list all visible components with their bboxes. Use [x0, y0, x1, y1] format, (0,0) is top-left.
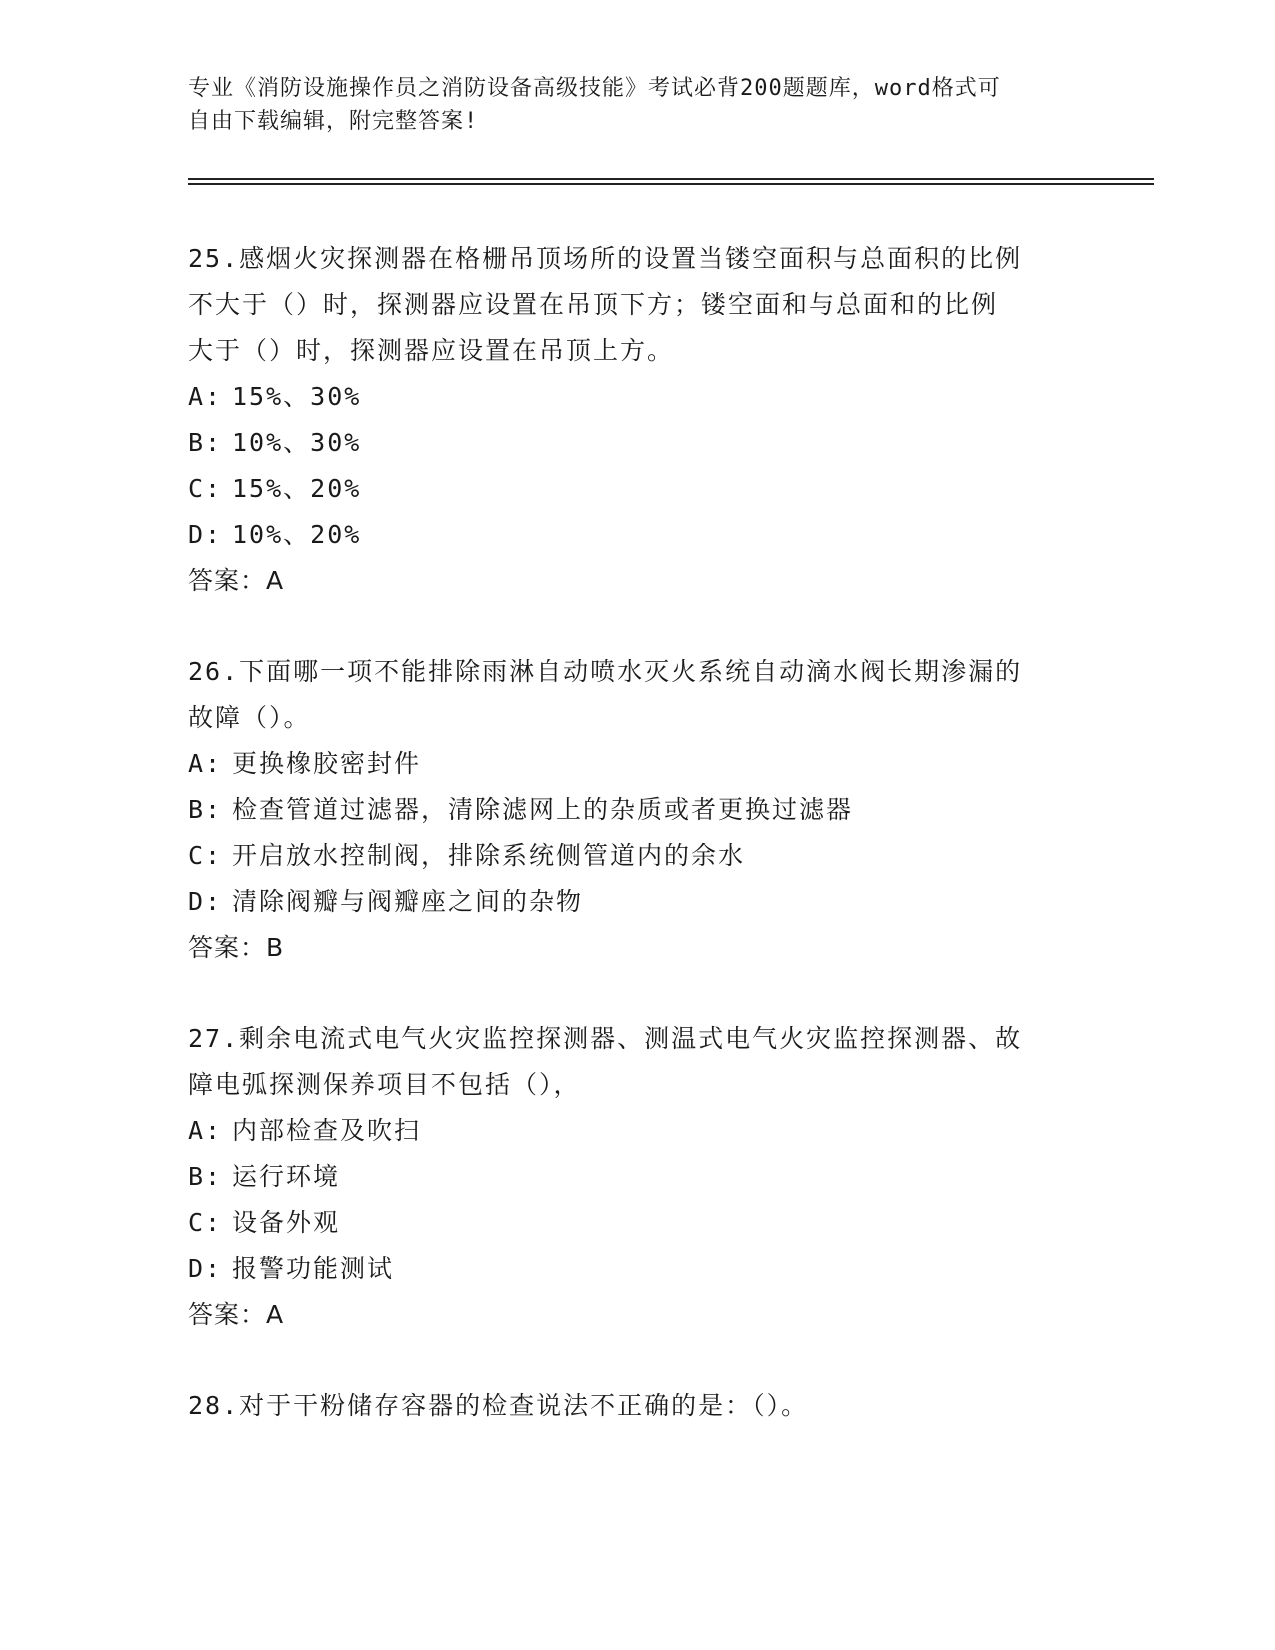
option-a [188, 374, 1088, 420]
header-line-1: 专业《消防设施操作员之消防设备高级技能》考试必背200题题库，word格式可 [188, 76, 1001, 101]
option-label: C: [188, 1208, 223, 1237]
option-b [188, 420, 1088, 466]
option-d [188, 512, 1088, 558]
option-text: 更换橡胶密封件 [232, 749, 422, 778]
option-text: 10%、20% [232, 520, 362, 549]
option-d [188, 1246, 1088, 1292]
option-label: D: [188, 1254, 223, 1283]
option-text: 开启放水控制阀，排除系统侧管道内的余水 [232, 841, 746, 870]
option-text: 报警功能测试 [232, 1254, 395, 1283]
question-stem [188, 236, 1088, 374]
stem-line: 障电弧探测保养项目不包括（）， [188, 1070, 581, 1099]
question-28 [188, 1383, 1088, 1429]
option-label: D: [188, 520, 223, 549]
option-text: 15%、30% [232, 382, 362, 411]
option-text: 内部检查及吹扫 [232, 1116, 422, 1145]
option-a [188, 741, 1088, 787]
stem-line: 大于（）时，探测器应设置在吊顶上方。 [188, 336, 675, 365]
option-b [188, 1154, 1088, 1200]
option-text: 运行环境 [232, 1162, 341, 1191]
option-b [188, 787, 1088, 833]
option-text: 设备外观 [232, 1208, 341, 1237]
option-label: B: [188, 1162, 223, 1191]
question-27 [188, 1016, 1088, 1338]
stem-line: 不大于（）时，探测器应设置在吊顶下方；镂空面和与总面和的比例 [188, 290, 999, 319]
option-label: D: [188, 887, 223, 916]
header-divider-top [188, 178, 1154, 180]
document-header [188, 72, 1088, 138]
option-label: A: [188, 1116, 223, 1145]
option-label: B: [188, 428, 223, 457]
stem-line: 27.剩余电流式电气火灾监控探测器、测温式电气火灾监控探测器、故 [188, 1024, 1023, 1053]
answer-line: 答案：A [188, 1300, 285, 1329]
header-divider-bottom [188, 183, 1154, 185]
option-c [188, 1200, 1088, 1246]
stem-line: 故障（）。 [188, 703, 311, 732]
question-stem [188, 1383, 1088, 1429]
option-label: A: [188, 382, 223, 411]
option-text: 15%、20% [232, 474, 362, 503]
question-stem [188, 649, 1088, 741]
question-stem [188, 1016, 1088, 1108]
stem-line: 28.对于干粉储存容器的检查说法不正确的是：（）。 [188, 1391, 809, 1420]
header-line-2: 自由下载编辑，附完整答案! [188, 109, 479, 134]
question-26 [188, 649, 1088, 971]
option-d [188, 879, 1088, 925]
option-label: B: [188, 795, 223, 824]
stem-line: 25.感烟火灾探测器在格栅吊顶场所的设置当镂空面积与总面积的比例 [188, 244, 1023, 273]
option-text: 清除阀瓣与阀瓣座之间的杂物 [232, 887, 584, 916]
option-c [188, 466, 1088, 512]
option-text: 检查管道过滤器，清除滤网上的杂质或者更换过滤器 [232, 795, 854, 824]
answer-line: 答案：A [188, 566, 285, 595]
option-label: C: [188, 841, 223, 870]
option-label: C: [188, 474, 223, 503]
option-label: A: [188, 749, 223, 778]
answer-line: 答案：B [188, 933, 285, 962]
question-25 [188, 236, 1088, 604]
option-text: 10%、30% [232, 428, 362, 457]
question-list [188, 236, 1088, 1474]
stem-line: 26.下面哪一项不能排除雨淋自动喷水灭火系统自动滴水阀长期渗漏的 [188, 657, 1023, 686]
option-a [188, 1108, 1088, 1154]
option-c [188, 833, 1088, 879]
